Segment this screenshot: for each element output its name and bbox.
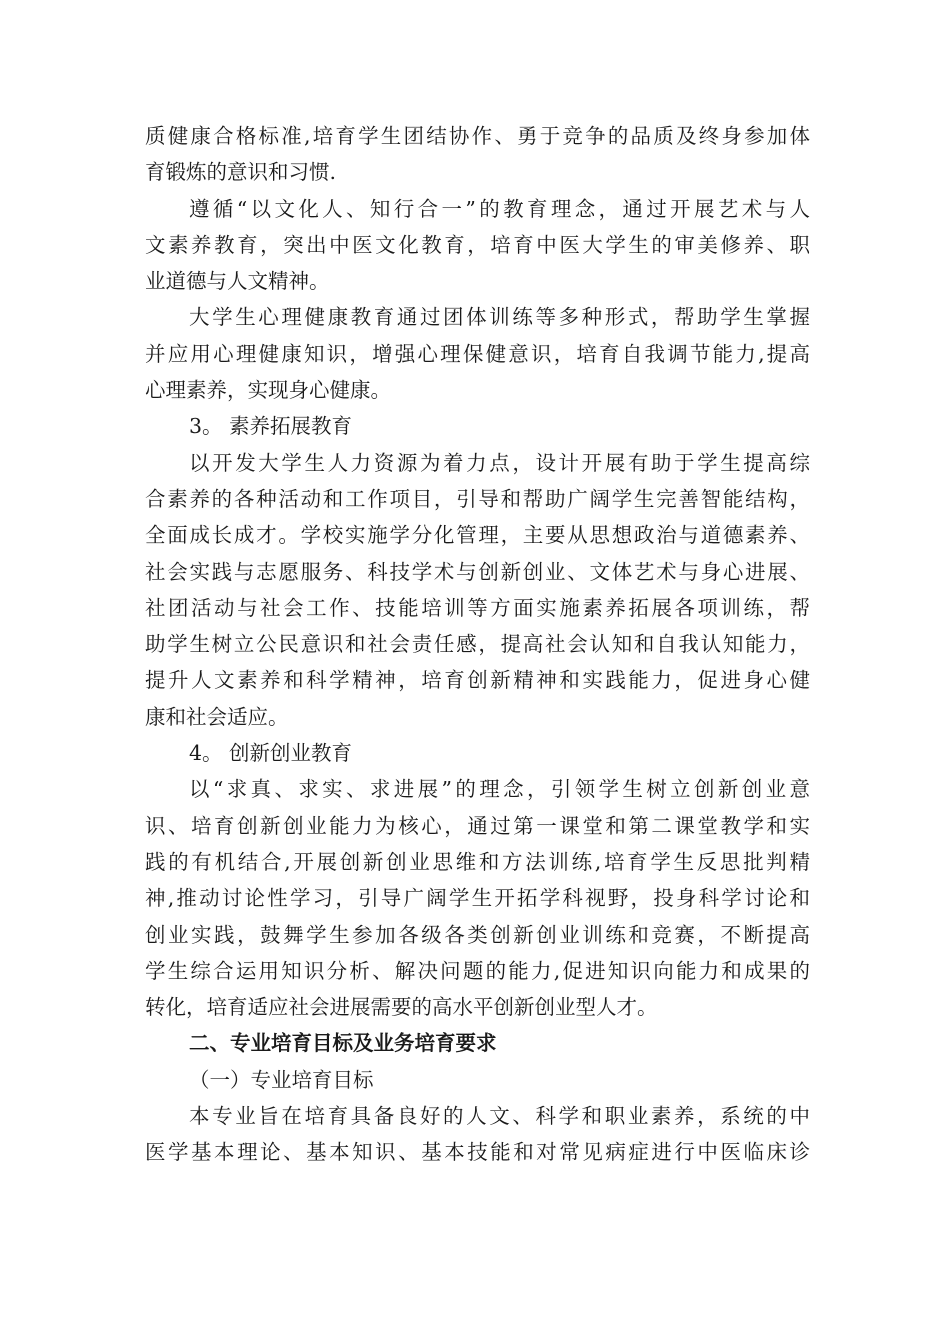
- paragraph-line: 社团活动与社会工作、技能培训等方面实施素养拓展各项训练，帮: [145, 595, 810, 620]
- paragraph-line: 识、培育创新创业能力为核心，通过第一课堂和第二课堂教学和实: [145, 813, 810, 838]
- paragraph-line: 心理素养，实现身心健康。: [145, 378, 391, 403]
- paragraph-line: 文素养教育，突出中医文化教育，培育中医大学生的审美修养、职: [145, 232, 810, 257]
- paragraph-line: 学生综合运用知识分析、解决问题的能力,促进知识向能力和成果的: [145, 958, 810, 983]
- section-heading: 3。 素养拓展教育: [189, 414, 353, 439]
- paragraph-line: 践的有机结合,开展创新创业思维和方法训练,培育学生反思批判精: [145, 849, 810, 874]
- paragraph-line: 以“求真、求实、求进展”的理念，引领学生树立创新创业意: [189, 777, 810, 802]
- paragraph-line: 合素养的各种活动和工作项目，引导和帮助广阔学生完善智能结构，: [145, 486, 810, 511]
- paragraph-line: 创业实践，鼓舞学生参加各级各类创新创业训练和竞赛，不断提高: [145, 922, 810, 947]
- paragraph-line: 业道德与人文精神。: [145, 269, 330, 294]
- chapter-heading: 二、专业培育目标及业务培育要求: [189, 1031, 497, 1056]
- paragraph-line: 遵循“以文化人、知行合一”的教育理念，通过开展艺术与人: [189, 196, 810, 221]
- paragraph-line: 提升人文素养和科学精神，培育创新精神和实践能力，促进身心健: [145, 668, 810, 693]
- paragraph-line: 社会实践与志愿服务、科技学术与创新创业、文体艺术与身心进展、: [145, 559, 810, 584]
- paragraph-line: 医学基本理论、基本知识、基本技能和对常见病症进行中医临床诊: [145, 1140, 810, 1165]
- paragraph-line: 并应用心理健康知识，增强心理保健意识，培育自我调节能力,提高: [145, 341, 810, 366]
- paragraph-line: 以开发大学生人力资源为着力点，设计开展有助于学生提高综: [189, 450, 810, 475]
- paragraph-line: 转化，培育适应社会进展需要的高水平创新创业型人才。: [145, 995, 658, 1020]
- subsection-heading: （一）专业培育目标: [189, 1067, 374, 1092]
- paragraph-line: 大学生心理健康教育通过团体训练等多种形式，帮助学生掌握: [189, 305, 810, 330]
- paragraph-line: 神,推动讨论性学习，引导广阔学生开拓学科视野，投身科学讨论和: [145, 886, 810, 911]
- section-heading: 4。 创新创业教育: [189, 741, 353, 766]
- paragraph-line: 全面成长成才。学校实施学分化管理，主要从思想政治与道德素养、: [145, 523, 810, 548]
- paragraph-line: 育锻炼的意识和习惯.: [145, 160, 337, 185]
- paragraph-line: 康和社会适应。: [145, 704, 289, 729]
- paragraph-line: 本专业旨在培育具备良好的人文、科学和职业素养，系统的中: [189, 1104, 810, 1129]
- document-body: [145, 118, 810, 1171]
- paragraph-line: 助学生树立公民意识和社会责任感，提高社会认知和自我认知能力，: [145, 632, 810, 657]
- paragraph-line: 质健康合格标准,培育学生团结协作、勇于竞争的品质及终身参加体: [145, 124, 810, 148]
